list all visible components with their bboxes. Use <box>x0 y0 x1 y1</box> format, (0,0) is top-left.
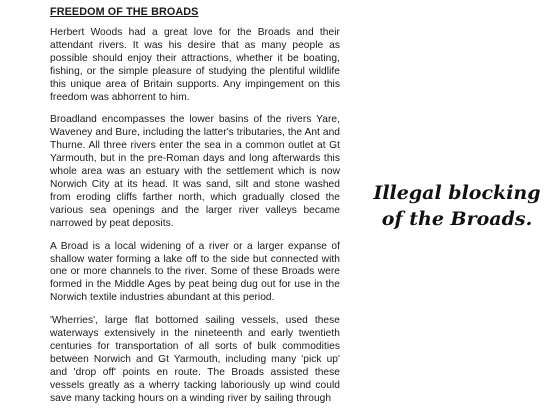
paragraph-wherries: 'Wherries', large flat bottomed sailing vessels, used these waterways extensively in the nineteenth and early twentieth centuries for transportation of all sorts of bulk commodities between Norwich and Gt Yarmouth, including many 'pick up' and 'drop off' points en route. The Broads assisted these vessels greatly as a wherry tacking laboriously up wind could save many tacking hours on a winding river by sailing through <box>50 315 340 404</box>
paragraph-herbert-woods: Herbert Woods had a great love for the Broads and their attendant rivers. It was his desire that as many people as possible should enjoy their attractions, whether it be boating, fishing, or the simple pleasure of studying the plentiful wildlife this unique area of Britain supports. Any impingement on this freedom was abhorrent to him. <box>50 27 340 103</box>
document-page <box>48 6 340 420</box>
handwritten-caption <box>362 180 552 232</box>
caption-line-1: Illegal blocking <box>373 182 541 204</box>
document-title: FREEDOM OF THE BROADS <box>50 6 199 18</box>
caption-line-2: of the Broads. <box>381 208 533 230</box>
paragraph-broadland: Broadland encompasses the lower basins of the rivers Yare, Waveney and Bure, including the latter's tributaries, the Ant and Thurne. All three rivers enter the sea in a common outlet at Gt Yarmouth, but in the pre-Roman days and long afterwards this whole area was an estuary with the settlement which is now Norwich City at its head. It was sand, silt and stone washed from eroding cliffs farther north, which gradually closed the various sea openings and the larger river valleys became narrowed by peat deposits. <box>50 114 340 229</box>
paragraph-broad-definition: A Broad is a local widening of a river or a larger expanse of shallow water forming a lake off to the side but connected with one or more channels to the river. Some of these Broads were formed in the Middle Ages by peat being dug out for use in the Norwich textile industries abundant at this period. <box>50 240 340 304</box>
